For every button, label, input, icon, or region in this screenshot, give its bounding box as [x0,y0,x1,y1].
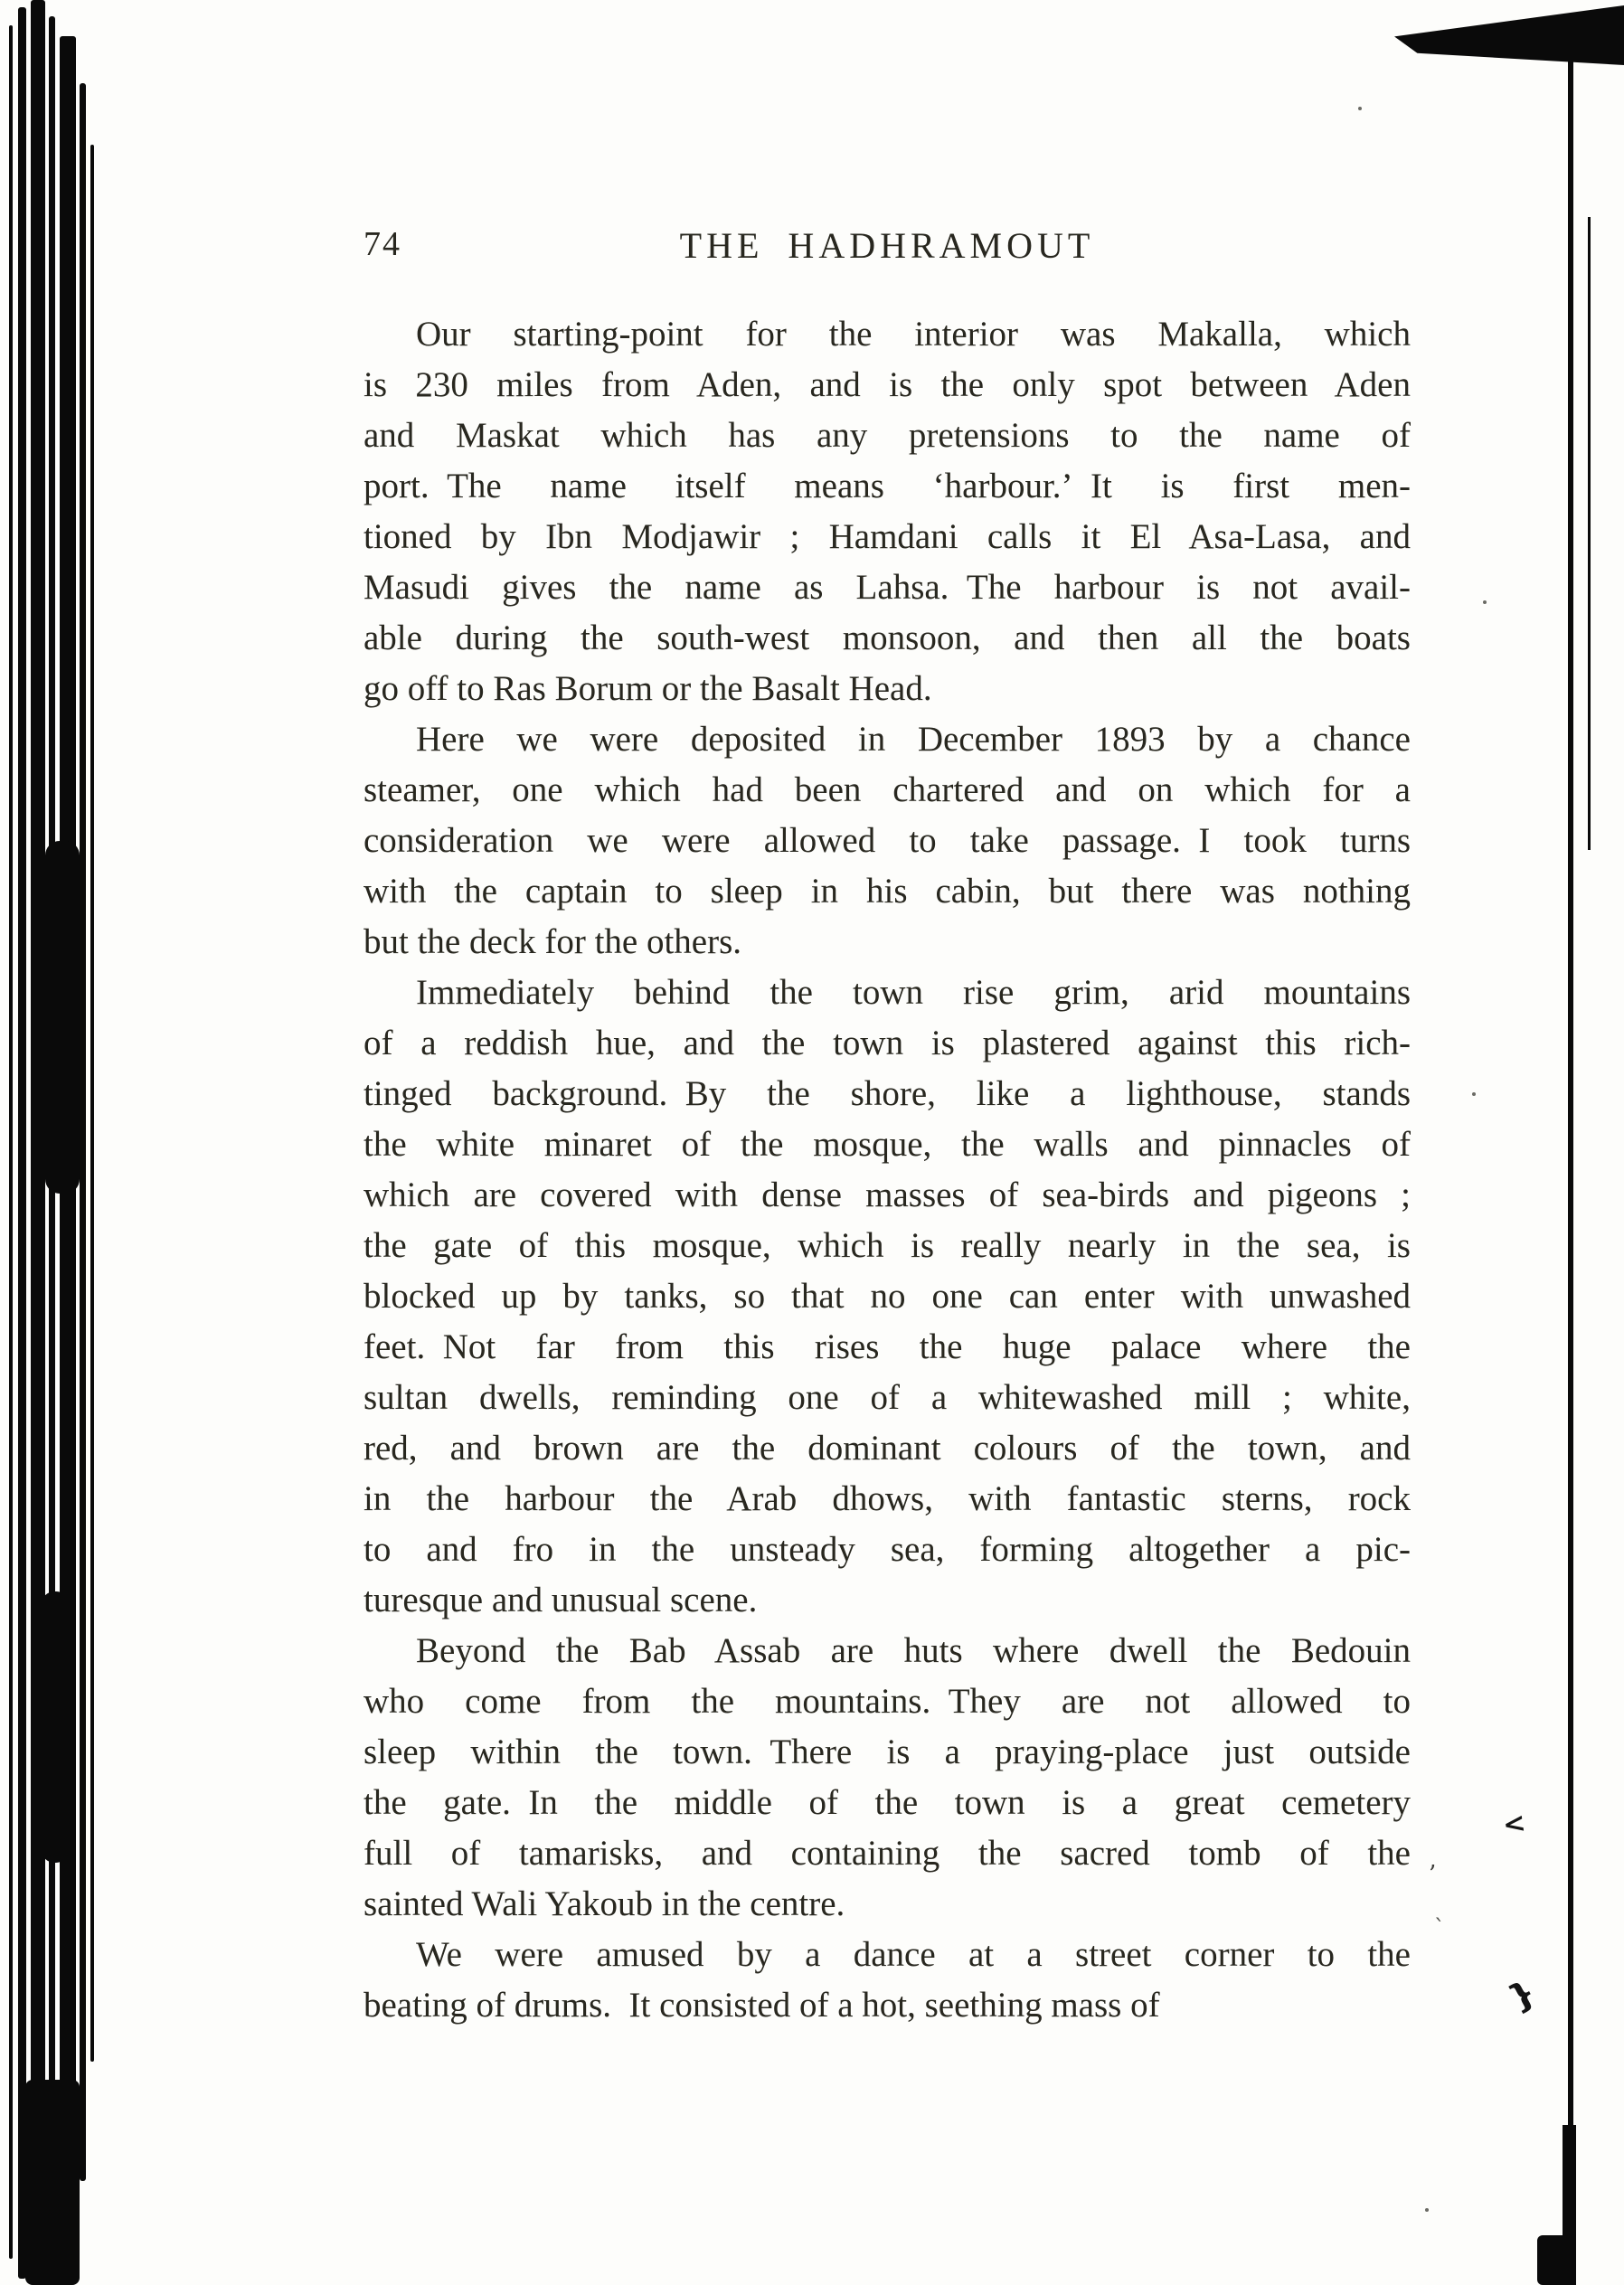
text-line: Masudi gives the name as Lahsa. The harbour is not avail- [364,568,1411,607]
text-line: and Maskat which has any pretensions to the name of [364,416,1411,455]
ink-speck [1483,600,1487,604]
text-line: able during the south-west monsoon, and then all the boats [364,618,1411,657]
page-curl-shadow [1394,5,1624,65]
page-number: 74 [364,225,401,263]
running-title: THE HADHRAMOUT [679,225,1095,266]
text-line: Here we were deposited in December 1893 by a chance [416,720,1411,759]
page-header [364,224,1411,275]
text-line: port. The name itself means ‘harbour.’ It is first men- [364,467,1411,505]
text-line: go off to Ras Borum or the Basalt Head. [364,669,932,708]
text-line: full of tamarisks, and containing the sacred tomb of the [364,1834,1411,1873]
binding-streak [80,83,86,2181]
text-line: the gate of this mosque, which is really nearly in the sea, is [364,1226,1411,1265]
text-line: tioned by Ibn Modjawir ; Hamdani calls it El Asa-Lasa, and [364,517,1411,556]
text-line: with the captain to sleep in his cabin, but there was nothing [364,872,1411,911]
text-line: turesque and unusual scene. [364,1581,758,1619]
page-edge-line [1568,60,1573,2285]
text-line: consideration we were allowed to take passage. I took turns [364,821,1411,860]
text-line: sleep within the town. There is a praying-place just outside [364,1733,1411,1771]
text-line: to and fro in the unsteady sea, forming altogether a pic- [364,1530,1411,1569]
text-line: We were amused by a dance at a street corner to the [416,1935,1411,1974]
body-text [364,309,1411,2031]
ink-speck [1358,107,1362,110]
text-line: in the harbour the Arab dhows, with fantastic sterns, rock [364,1479,1411,1518]
binding-streak-blob [25,2080,80,2285]
text-line: blocked up by tanks, so that no one can enter with unwashed [364,1277,1411,1316]
ink-speck [1425,2208,1429,2212]
binding-streak [31,0,45,2285]
text-line: which are covered with dense masses of sea-birds and pigeons ; [364,1176,1411,1214]
text-line: who come from the mountains. They are not allowed to [364,1682,1411,1721]
binding-streak-blob [45,841,80,1194]
text-line: the gate. In the middle of the town is a great cemetery [364,1783,1411,1822]
text-line: Immediately behind the town rise grim, arid mountains [416,973,1411,1012]
ink-speck [1472,1092,1476,1096]
text-line: is 230 miles from Aden, and is the only spot between Aden [364,365,1411,404]
text-line: tinged background. By the shore, like a lighthouse, stands [364,1074,1411,1113]
text-line: sainted Wali Yakoub in the centre. [364,1884,845,1923]
text-line: the white minaret of the mosque, the walls and pinnacles of [364,1125,1411,1164]
text-line: steamer, one which had been chartered and on which for a [364,770,1411,809]
page-edge-line-thin [1588,217,1591,850]
pen-mark-tick: ’ [1429,1861,1437,1888]
text-line: feet. Not far from this rises the huge palace where the [364,1327,1411,1366]
text-line: Our starting-point for the interior was Makalla, which [416,315,1411,354]
text-line: Beyond the Bab Assab are huts where dwell the Bedouin [416,1631,1411,1670]
binding-streak [9,25,13,2259]
text-line: of a reddish hue, and the town is plastered against this rich- [364,1024,1411,1062]
page-edge-corner-blob [1537,2235,1575,2285]
binding-streak [90,145,94,2062]
binding-streak-blob [42,1591,69,1863]
text-line: red, and brown are the dominant colours of the town, and [364,1429,1411,1468]
text-block [364,224,1411,2031]
pen-mark-tick: ` [1434,1915,1445,1940]
binding-streak [18,7,26,2279]
pen-mark-chevron: < [1500,1807,1528,1842]
pen-mark-comma: ❵ [1500,1972,1544,2019]
text-line: sultan dwells, reminding one of a whitewashed mill ; white, [364,1378,1411,1417]
text-line: but the deck for the others. [364,922,742,961]
text-line: beating of drums. It consisted of a hot, seething mass of [364,1986,1160,2025]
